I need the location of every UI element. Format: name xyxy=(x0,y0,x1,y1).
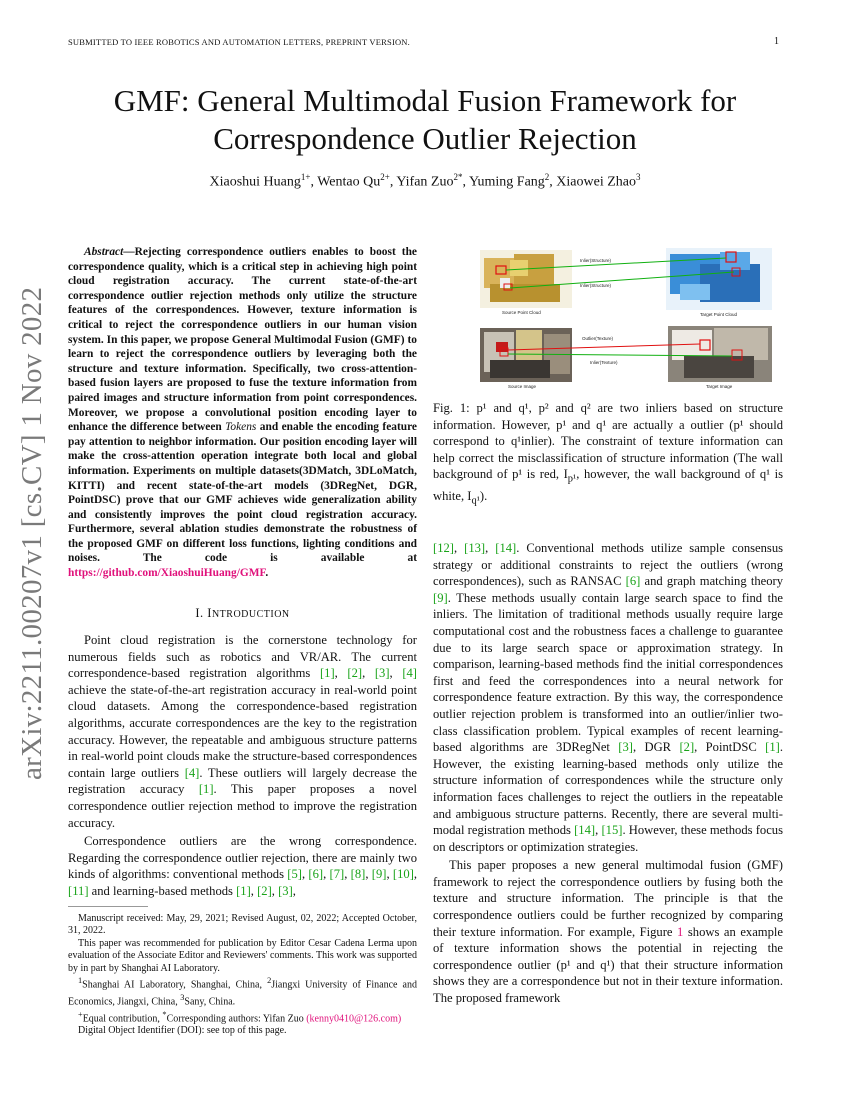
text-run: , xyxy=(413,867,418,882)
section-numeral: I. xyxy=(195,606,208,620)
citation-link[interactable]: [10] xyxy=(392,867,414,882)
author-name: Xiaowei Zhao xyxy=(556,174,636,190)
title-line-2: Correspondence Outlier Rejection xyxy=(213,121,637,156)
citation-link[interactable]: [8] xyxy=(350,867,366,882)
text-run: , xyxy=(386,867,393,882)
caption-subscript: q¹ xyxy=(471,496,480,507)
text-run: . This paper proposes a novel correspondence outlier rejection method to improve the registration accuracy. xyxy=(68,782,417,830)
red-wall-patch xyxy=(496,342,508,352)
citation-link[interactable]: [9] xyxy=(433,590,448,605)
citation-link[interactable]: [3] xyxy=(278,883,293,898)
abstract-label: Abstract xyxy=(84,246,124,258)
author-list: Xiaoshui Huang$^{1+}$, Wentao $Qu^{2+}$, Yifan Zuo$^{2*}$, Yuming Fang$^2$, Xiaowei Zhao$^3$ xyxy=(209,172,641,190)
text-run: , PointDSC xyxy=(694,740,766,755)
abstract-text: . xyxy=(265,567,269,580)
section-title-rest: NTRODUCTION xyxy=(211,609,290,620)
text-run: , xyxy=(301,867,309,882)
text-run: Equal contribution, xyxy=(82,1012,163,1024)
figure-1 xyxy=(470,244,780,394)
author-name: Xiaoshui Huang xyxy=(209,174,301,190)
caption-text: Fig. 1: p¹ and q¹, p² and q² are two inliers based on structure information. However, p¹ and q¹ are actually a outlier (p¹ should correspond to q¹inlier). The constraint of texture information can help correct the misclassification of structure information (The wall background of p¹ is red, I xyxy=(433,401,783,482)
footnote-affiliations: $^1$Shanghai AI Laboratory, Shanghai, China, $^2$Jiangxi University of Finance and Economics, Jiangxi, China, $^3$Sany, China. xyxy=(68,976,417,1008)
citation-link[interactable]: [1] xyxy=(319,666,335,681)
text-run: achieve the state-of-the-art registration accuracy in real-world point cloud datasets. Among the correspondence-based registration algorithms, accurate correspondences are the key to the registration accuracy. However, the repeatable and ambiguous structure patterns in real-world point clouds make the structure-based correspondences contain large outliers xyxy=(68,682,417,780)
caption-text: , however, the wall background of q¹ is white, I xyxy=(433,467,783,504)
figure-1-caption xyxy=(433,400,783,511)
email-link[interactable]: (kenny0410@126.com) xyxy=(306,1012,402,1024)
paragraph xyxy=(433,540,783,855)
author-name: Yuming Fang xyxy=(468,174,545,190)
source-image-panel xyxy=(480,328,572,382)
text-run: Shanghai AI Laboratory, Shanghai, China, xyxy=(82,979,268,991)
author-name: Yifan Zuo xyxy=(396,174,454,190)
citation-link[interactable]: [2] xyxy=(347,666,363,681)
author-name: Wentao Qu xyxy=(317,174,381,190)
text-run: , xyxy=(250,883,258,898)
text-run: . However, these methods focus on descriptors or optimization strategies. xyxy=(433,823,784,854)
text-run: . These outliers will largely decrease the registration accuracy xyxy=(68,765,417,797)
text-run: , xyxy=(271,883,279,898)
text-run: and learning-based methods xyxy=(88,883,237,898)
footnote-contribution: +Equal contribution, *Corresponding authors: Yifan Zuo (kenny0410@126.com) xyxy=(78,1009,402,1024)
citation-link[interactable]: [3] xyxy=(374,666,390,681)
section-heading-introduction xyxy=(68,606,417,621)
text-run: , xyxy=(323,867,330,882)
figure-reference-link[interactable]: 1 xyxy=(677,924,684,939)
caption-text: ). xyxy=(479,489,488,504)
citation-link[interactable]: [13] xyxy=(464,541,486,555)
figure-1-illustration xyxy=(470,244,780,394)
citation-link[interactable]: [2] xyxy=(679,740,695,755)
abstract xyxy=(68,245,417,581)
label-target-point-cloud: Target Point Cloud xyxy=(700,312,738,317)
abstract-text: —Rejecting correspondence outliers enables to boost the correspondence quality, which is a critical step in achieving high point cloud registration accuracy. The current state-of-the-art correspondence outlier rejection methods only utilize the structure features of the correspondences. However, texture information is critical to reject the correspondence outliers in our human vision system. In this paper, we propose General Multimodal Fusion (GMF) to learn to reject the correspondence outliers by leveraging both the structure and texture information. Specifically, two cross-attention-based fusion layers are proposed to fuse the texture information from paired images and structure information from point correspondences. Moreover, we propose a convolutional position encoding layer to enhance the difference between xyxy=(68,246,417,434)
page-number: 1 xyxy=(774,36,779,47)
right-column-body xyxy=(433,540,783,1007)
text-run: , xyxy=(389,666,403,681)
target-point-cloud-panel xyxy=(666,248,772,310)
introduction-body xyxy=(68,632,417,900)
text-run: , xyxy=(292,883,296,898)
paragraph xyxy=(68,833,417,899)
source-point-cloud-panel xyxy=(480,250,572,308)
title-line-1: GMF: General Multimodal Fusion Framework for xyxy=(113,83,737,118)
author-affiliation-mark: 2* xyxy=(453,172,463,182)
citation-link[interactable]: [7] xyxy=(329,867,345,882)
text-run: and graph matching theory xyxy=(640,574,783,589)
label-source-point-cloud: Source Point Cloud xyxy=(502,310,541,315)
text-run: shows an example of texture information shows the potential in rejecting the correspondence outlier (p¹ and q¹) that their structure information shows they are a correspondence but not in their texture information. The proposed framework xyxy=(433,924,783,1006)
label-target-image: Target Image xyxy=(706,384,733,389)
label-inlier-structure: Inlier(Structure) xyxy=(580,258,612,263)
running-head: SUBMITTED TO IEEE ROBOTICS AND AUTOMATION LETTERS, PREPRINT VERSION. xyxy=(68,37,410,47)
text-run: This paper proposes a new general multimodal fusion (GMF) framework to reject the correspondence outliers by fusing both the texture and structure information. The principle is that the correspondence outliers could be further recognized by comparing their texture information. For example, Figure xyxy=(433,858,783,939)
citation-link[interactable]: [12] xyxy=(433,541,454,555)
label-inlier-structure: Inlier(Structure) xyxy=(580,283,612,288)
text-run: , xyxy=(334,666,348,681)
author-affiliation-mark: 2 xyxy=(544,172,550,182)
footnotes xyxy=(68,913,417,1038)
arxiv-sidebar-stamp: arXiv:2211.00207v1 [cs.CV] 1 Nov 2022 xyxy=(16,286,48,780)
citation-link[interactable]: [3] xyxy=(618,740,633,755)
author-affiliation-mark: 2+ xyxy=(380,172,390,182)
citation-link[interactable]: [2] xyxy=(257,883,272,898)
section-initial: I xyxy=(207,606,212,620)
paper-title xyxy=(60,82,790,158)
abstract-tokens: Tokens xyxy=(225,421,257,434)
citation-link[interactable]: [11] xyxy=(68,883,89,898)
citation-link[interactable]: [1] xyxy=(236,883,251,898)
footnote-editor: This paper was recommended for publication by Editor Cesar Cadena Lerma upon evaluation of the Associate Editor and Reviewers' comments. This work was supported by in part by Shanghai AI Laboratory. xyxy=(68,937,417,974)
text-run: Corresponding authors: Yifan Zuo xyxy=(166,1012,307,1024)
text-run: , xyxy=(365,867,372,882)
citation-link[interactable]: [5] xyxy=(287,867,302,882)
footnote-doi: Digital Object Identifier (DOI): see top of this page. xyxy=(78,1025,287,1037)
text-run: Sany, China. xyxy=(184,996,236,1008)
code-link[interactable]: https://github.com/XiaoshuiHuang/GMF xyxy=(68,567,266,580)
paragraph xyxy=(68,632,417,831)
footnote-manuscript: Manuscript received: May, 29, 2021; Revised August, 02, 2022; Accepted October, 31, 2022. xyxy=(68,913,417,937)
label-outlier-texture: Outlier(Texture) xyxy=(582,336,614,341)
text-run: , xyxy=(453,541,465,555)
citation-link[interactable]: [6] xyxy=(625,574,641,589)
footnote-divider xyxy=(68,906,148,907)
citation-link[interactable]: [14] xyxy=(574,823,596,838)
label-inlier-texture: Inlier(Texture) xyxy=(590,360,618,365)
citation-link[interactable]: [9] xyxy=(371,867,387,882)
abstract-text: and enable the encoding feature pay attention to neighbor information. Our position encoding layer will make the cross-attention operation integrate both local and global information. Experiments on multiple datasets(3DMatch, 3DLoMatch, KITTI) and recent state-of-the-art models (3DRegNet, DGR, PointDSC) prove that our GMF achieves wide generalization ability and consistently improves the point cloud registration accuracy. Furthermore, several ablation studies demonstrate the robustness of the proposed GMF on different loss functions, lighting conditions and noises. The code is available at xyxy=(68,421,417,565)
text-run: Jiangxi University of Finance and Economics, Jiangxi, China, xyxy=(68,979,417,1008)
citation-link[interactable]: [15] xyxy=(601,823,623,838)
caption-subscript: p¹ xyxy=(567,473,577,485)
text-run: , xyxy=(344,867,351,882)
citation-link[interactable]: [1] xyxy=(198,782,214,797)
citation-link[interactable]: [14] xyxy=(495,541,517,555)
text-run: , xyxy=(595,823,602,838)
text-run: , DGR xyxy=(632,740,680,755)
citation-link[interactable]: [4] xyxy=(402,666,417,681)
label-source-image: Source Image xyxy=(508,384,537,389)
citation-link[interactable]: [1] xyxy=(765,740,780,755)
text-run: Point cloud registration is the cornerstone technology for numerous fields such as robotics and VR/AR. The current correspondence-based registration algorithms xyxy=(68,633,417,681)
citation-link[interactable]: [6] xyxy=(308,867,324,882)
text-run: , xyxy=(485,541,496,555)
text-run: . These methods usually contain large search space to find the inliers. The limitation of traditional methods usually require large computational cost and the robustness faces a challenge to guarantee due to its large search space or approximation strategy. In comparison, learning-based methods find the initial correspondences first and feed the correspondences into a neural network for correspondence feature extraction. By this way, the correspondence outlier rejection problem is transformed into an outlier/inlier two-class classification problem. Typical examples of recent learning-based algorithms are 3DRegNet xyxy=(433,590,783,755)
text-run: . Conventional methods utilize sample consensus strategy or additional constraints to reject the outliers (wrong correspondences), such as RANSAC xyxy=(433,541,784,589)
text-run: , xyxy=(362,666,375,681)
target-image-panel xyxy=(668,326,772,382)
citation-link[interactable]: [4] xyxy=(184,765,200,780)
text-run: . However, the existing learning-based methods only utilize the structure information of correspondences while the structure only information faces challenges to reject the outliers in the repeatable and ambiguous structure patterns. Recently, there are several multi-modal registration methods xyxy=(433,740,783,838)
text-run: Correspondence outliers are the wrong correspondence. Regarding the correspondence outlier rejection, there are mainly two kinds of algorithms: conventional methods xyxy=(68,834,417,882)
author-affiliation-mark: 3 xyxy=(636,172,641,182)
author-affiliation-mark: 1+ xyxy=(300,172,311,182)
paragraph xyxy=(433,857,783,1006)
